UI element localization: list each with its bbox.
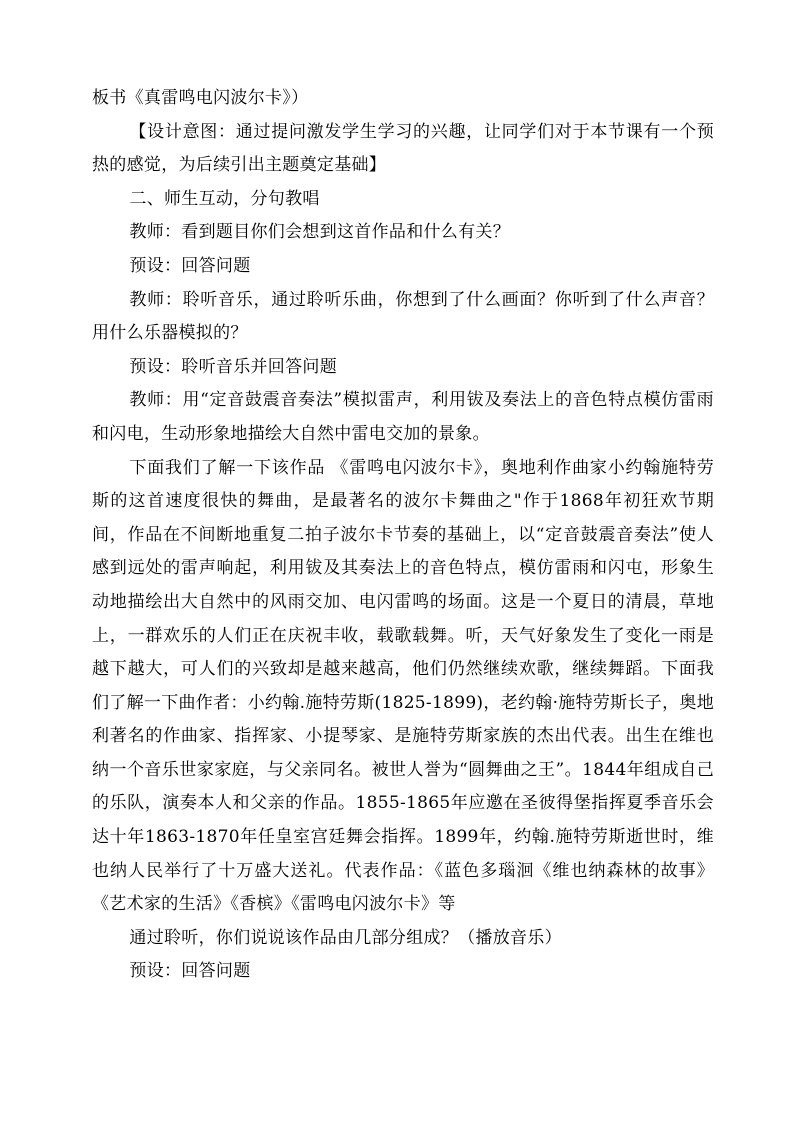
preset-answer-2: 预设：聆听音乐并回答问题: [129, 356, 337, 377]
teacher-question-1: 教师：看到题目你们会想到这首作品和什么有关？: [129, 222, 510, 243]
teacher-question-2: 教师：聆听音乐，通过聆听乐曲，你想到了什么画面？你听到了什么声音？用什么乐器模拟的？: [92, 289, 714, 344]
design-intent-paragraph: 【设计意图：通过提问激发学生学习的兴趣，让同学们对于本节课有一个预热的感觉，为后续引出主题奠定基础】: [92, 121, 714, 176]
document-body: [92, 82, 714, 989]
section-heading: 二、师生互动，分句教唱: [129, 188, 320, 209]
preset-answer-3: 预设：回答问题: [129, 961, 251, 982]
blackboard-title-line: 板书《真雷鸣电闪波尔卡》）: [92, 88, 309, 108]
work-introduction-paragraph: 下面我们了解一下该作品 《雷鸣电闪波尔卡》，奥地利作曲家小约翰施特劳斯的这首速度很快的舞曲，是最著名的波尔卡舞曲之"作于1868年初狂欢节期间，作品在不间断地重复二拍子波尔卡节奏的基础上，以“定音鼓震音奏法”使人感到远处的雷声响起，利用钹及其奏法上的音色特点，模仿雷雨和闪屯，形象生动地描绘出大自然中的风雨交加、电闪雷鸣的场面。这是一个夏日的清晨，草地上，一群欢乐的人们正在庆祝丰收，载歌载舞。听，天气好象发生了变化一雨是越下越大，可人们的兴致却是越来越高，他们仍然继续欢歌，继续舞蹈。下面我们了解一下曲作者：小约翰.施特劳斯(1825-1899)，老约翰·施特劳斯长子，奥地利著名的作曲家、指挥家、小提琴家、是施特劳斯家族的杰出代表。出生在维也纳一个音乐世家家庭，与父亲同名。被世人誉为“圆舞曲之王”。1844年组成自己的乐队，演奏本人和父亲的作品。1855-1865年应邀在圣彼得堡指挥夏季音乐会达十年1863-1870年任皇室宫廷舞会指挥。1899年，约翰.施特劳斯逝世时，维也纳人民举行了十万盛大送礼。代表作品：《蓝色多瑙洄《维也纳森林的故事》《艺术家的生活》《香槟》《雷鸣电闪波尔卡》等: [92, 457, 714, 915]
preset-answer-1: 预设：回答问题: [129, 255, 251, 276]
teacher-explanation: 教师：用“定音鼓震音奏法”模拟雷声，利用钹及奏法上的音色特点模仿雷雨和闪电，生动形象地描绘大自然中雷电交加的景象。: [92, 390, 714, 444]
listening-question: 通过聆听，你们说说该作品由几部分组成？（播放音乐）: [129, 927, 562, 948]
